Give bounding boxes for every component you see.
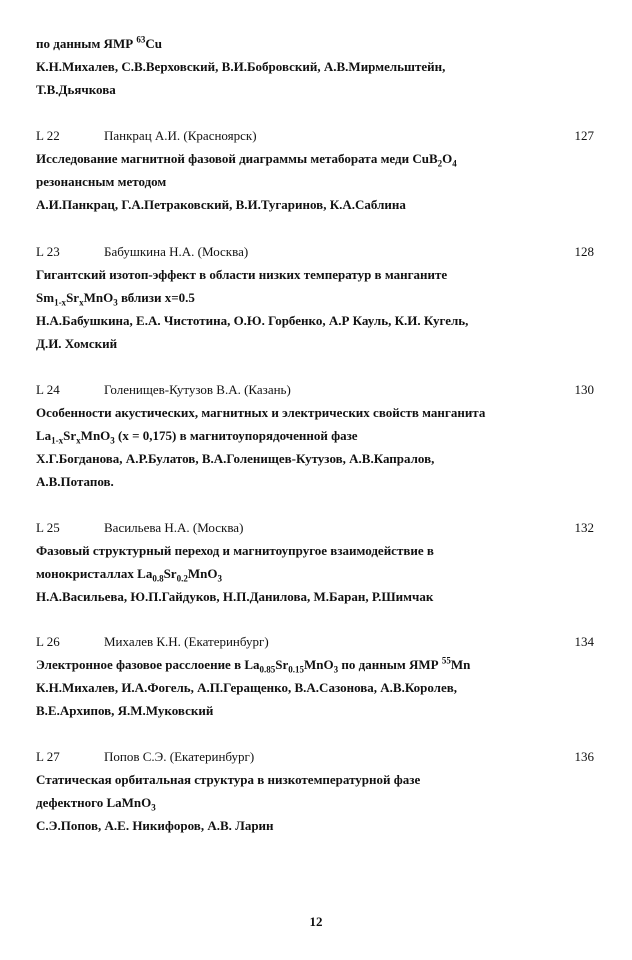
entry-authors: Н.А.Васильева, Ю.П.Гайдуков, Н.П.Данилова, М.Баран, Р.Шимчак	[36, 589, 434, 604]
entry-speaker: Бабушкина Н.А. (Москва)	[104, 244, 249, 259]
page-number-footer: 12	[309, 914, 323, 929]
entry-header	[36, 745, 596, 768]
isotope-superscript: 55	[441, 655, 451, 666]
entry-authors: А.В.Потапов.	[36, 474, 114, 489]
entry-l23	[36, 240, 596, 355]
entry-l24	[36, 378, 596, 493]
entry-title-line	[36, 653, 596, 676]
title-text: Sr	[275, 657, 289, 672]
formula-subscript: 1-x	[51, 435, 64, 446]
formula-subscript: 0.2	[176, 573, 188, 584]
entry-code: L 25	[36, 520, 60, 535]
entry-header	[36, 240, 596, 263]
entry-authors: Д.И. Хомский	[36, 336, 118, 351]
entry-title-line: Статическая орбитальная структура в низкотемпературной фазе	[36, 772, 421, 787]
formula-subscript: 0.85	[259, 664, 276, 675]
entry-header	[36, 378, 596, 401]
title-text: Sm	[36, 290, 55, 305]
entry-title-line: Фазовый структурный переход и магнитоупругое взаимодействие в	[36, 543, 434, 558]
entry-title-line	[36, 791, 596, 814]
formula-subscript: 3	[217, 573, 222, 584]
entry-page-number: 127	[574, 128, 594, 143]
entry-header	[36, 124, 596, 147]
title-text: Mn	[450, 657, 471, 672]
entry-authors: С.Э.Попов, А.Е. Никифоров, А.В. Ларин	[36, 818, 274, 833]
entry-authors: В.Е.Архипов, Я.М.Муковский	[36, 703, 214, 718]
entry-code: L 26	[36, 634, 60, 649]
title-text: O	[442, 151, 453, 166]
title-text: (x = 0,175) в магнитоупорядоченной фазе	[114, 428, 358, 443]
entry-l27	[36, 745, 596, 837]
formula-subscript: x	[76, 435, 81, 446]
entry-l25	[36, 516, 596, 608]
formula-subscript: 4	[452, 158, 457, 169]
entry-authors: Х.Г.Богданова, А.Р.Булатов, В.А.Голенищев-Кутузов, А.В.Капралов,	[36, 451, 435, 466]
entry-page-number: 134	[574, 634, 594, 649]
formula-subscript: 3	[151, 802, 156, 813]
entry-code: L 22	[36, 128, 60, 143]
entry-code: L 24	[36, 382, 60, 397]
entry-page-number: 136	[574, 749, 594, 764]
title-text: по данным ЯМР	[36, 36, 137, 51]
formula-subscript: 0.8	[152, 573, 164, 584]
title-text: монокристаллах La	[36, 566, 153, 581]
title-text: Sr	[63, 428, 77, 443]
title-text: MnO	[80, 428, 111, 443]
entry-speaker: Панкрац А.И. (Красноярск)	[104, 128, 257, 143]
entry-authors: А.И.Панкрац, Г.А.Петраковский, В.И.Тугаринов, К.А.Саблина	[36, 197, 406, 212]
formula-subscript: 1-x	[54, 297, 67, 308]
title-text: Электронное фазовое расслоение в La	[36, 657, 260, 672]
title-text: MnO	[83, 290, 114, 305]
formula-subscript: 3	[113, 297, 118, 308]
entry-l22	[36, 124, 596, 216]
entry-title-line	[36, 562, 596, 585]
formula-subscript: 3	[333, 664, 339, 675]
entry-authors: Т.В.Дьячкова	[36, 82, 116, 97]
title-text: Cu	[145, 36, 163, 51]
title-text: MnO	[304, 657, 334, 672]
entry-authors: Н.А.Бабушкина, Е.А. Чистотина, О.Ю. Горбенко, А.Р Кауль, К.И. Кугель,	[36, 313, 469, 328]
previous-entry-continuation	[36, 32, 596, 101]
entry-title-line	[36, 424, 596, 447]
title-text: Sr	[163, 566, 177, 581]
title-text: по данным ЯМР	[338, 657, 442, 672]
entry-code: L 27	[36, 749, 60, 764]
entry-authors: К.Н.Михалев, И.А.Фогель, А.П.Геращенко, В.А.Сазонова, А.В.Королев,	[36, 680, 458, 695]
entry-l26	[36, 630, 596, 722]
title-text: La	[36, 428, 52, 443]
isotope-superscript: 63	[136, 34, 146, 45]
entry-header	[36, 630, 596, 653]
entry-title-line	[36, 147, 596, 170]
entry-title-line	[36, 286, 596, 309]
entry-speaker: Попов С.Э. (Екатеринбург)	[104, 749, 255, 764]
entry-page-number: 130	[574, 382, 594, 397]
entry-code: L 23	[36, 244, 60, 259]
title-text: дефектного LaMnO	[36, 795, 152, 810]
entry-title-line: Гигантский изотоп-эффект в области низких температур в манганите	[36, 267, 448, 282]
formula-subscript: 0.15	[288, 664, 305, 675]
entry-page-number: 128	[574, 244, 594, 259]
entry-header	[36, 516, 596, 539]
entry-title-line: резонансным методом	[36, 174, 167, 189]
entry-title-line: Особенности акустических, магнитных и электрических свойств манганита	[36, 405, 486, 420]
title-text: Исследование магнитной фазовой диаграммы метабората меди CuB	[36, 151, 438, 166]
entry-title-line	[36, 32, 596, 55]
formula-subscript: 3	[110, 435, 115, 446]
formula-subscript: x	[79, 297, 84, 308]
title-text: MnO	[187, 566, 218, 581]
entry-page-number: 132	[574, 520, 594, 535]
entry-speaker: Голенищев-Кутузов В.А. (Казань)	[104, 382, 291, 397]
formula-subscript: 2	[437, 158, 443, 169]
entry-speaker: Михалев К.Н. (Екатеринбург)	[104, 634, 269, 649]
entry-authors: К.Н.Михалев, С.В.Верховский, В.И.Бобровский, А.В.Мирмельштейн,	[36, 59, 446, 74]
title-text: вблизи x=0.5	[117, 290, 195, 305]
entry-speaker: Васильева Н.А. (Москва)	[104, 520, 244, 535]
title-text: Sr	[66, 290, 80, 305]
